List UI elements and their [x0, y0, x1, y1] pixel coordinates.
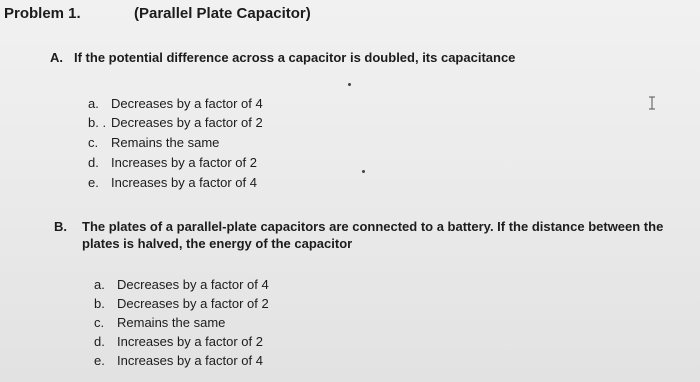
stray-dot-mark [362, 170, 365, 173]
option-text: Decreases by a factor of 2 [117, 296, 269, 311]
option-letter: c. [94, 315, 105, 330]
option-letter: e. [88, 175, 99, 190]
option-letter: a. [94, 277, 105, 292]
question-b-text-line1: The plates of a parallel-plate capacitors are connected to a battery. If the distance between the [82, 219, 664, 234]
option-letter: e. [94, 353, 105, 368]
question-a-text: If the potential difference across a capacitor is doubled, its capacitance [74, 50, 516, 65]
problem-topic: (Parallel Plate Capacitor) [134, 5, 311, 22]
option-text: Remains the same [111, 135, 220, 150]
option-letter: b. . [88, 115, 107, 130]
option-text: Increases by a factor of 2 [111, 155, 257, 170]
question-b-text-line2: plates is halved, the energy of the capacitor [82, 236, 353, 251]
text-cursor-icon [647, 96, 657, 110]
option-text: Decreases by a factor of 4 [117, 277, 269, 292]
option-letter: a. [88, 96, 99, 111]
option-text: Decreases by a factor of 4 [111, 96, 263, 111]
option-text: Increases by a factor of 4 [111, 175, 257, 190]
option-text: Remains the same [117, 315, 226, 330]
option-text: Increases by a factor of 2 [117, 334, 263, 349]
option-letter: d. [88, 155, 99, 170]
problem-title: Problem 1. [4, 5, 81, 22]
option-letter: d. [94, 334, 105, 349]
question-a-marker: A. [50, 50, 63, 65]
option-text: Increases by a factor of 4 [117, 353, 263, 368]
question-b-marker: B. [54, 219, 67, 234]
option-letter: b. [94, 296, 105, 311]
option-text: Decreases by a factor of 2 [111, 115, 263, 130]
option-letter: c. [88, 135, 99, 150]
stray-dot-mark [348, 83, 351, 86]
